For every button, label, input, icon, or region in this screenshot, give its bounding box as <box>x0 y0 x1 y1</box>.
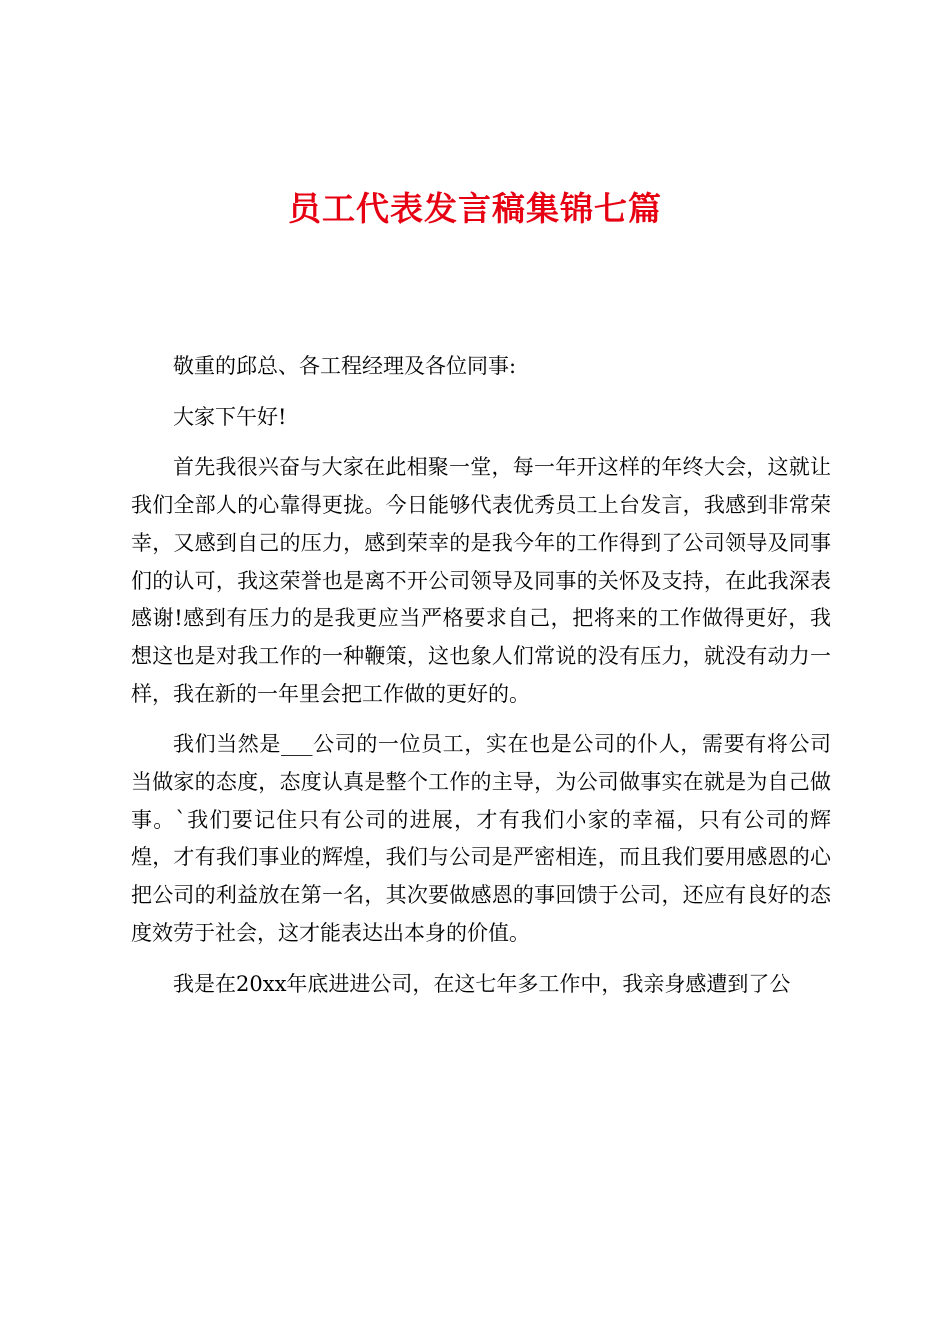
body-paragraph: 我是在20xx年底进进公司，在这七年多工作中，我亲身感遭到了公 <box>173 971 791 996</box>
salutation-paragraph: 敬重的邱总、各工程经理及各位同事: <box>173 354 517 378</box>
document-title: 员工代表发言稿集锦七篇 <box>288 189 662 228</box>
body-paragraph: 我们当然是___公司的一位员工，实在也是公司的仆人，需要有将公司当做家的态度，态度认真是整个工作的主导，为公司做事实在就是为自己做事。`我们要记住只有公司的进展，才有我们小家的幸福，只有公司的辉煌，才有我们事业的辉煌，我们与公司是严密相连，而且我们要用感恩的心把公司的利益放在第一名，其次要做感恩的事回馈于公司，还应有良好的态度效劳于社会，这才能表达出本身的价值。 <box>131 732 831 945</box>
document-body <box>131 348 831 1003</box>
greeting-paragraph: 大家下午好! <box>173 404 287 429</box>
body-paragraph: 首先我很兴奋与大家在此相聚一堂，每一年开这样的年终大会，这就让我们全部人的心靠得更拢。今日能够代表优秀员工上台发言，我感到非常荣幸，又感到自己的压力，感到荣幸的是我今年的工作得到了公司领导及同事们的认可，我这荣誉也是离不开公司领导及同事的关怀及支持，在此我深表感谢!感到有压力的是我更应当严格要求自己，把将来的工作做得更好，我想这也是对我工作的一种鞭策，这也象人们常说的没有压力，就没有动力一样，我在新的一年里会把工作做的更好的。 <box>131 455 831 706</box>
